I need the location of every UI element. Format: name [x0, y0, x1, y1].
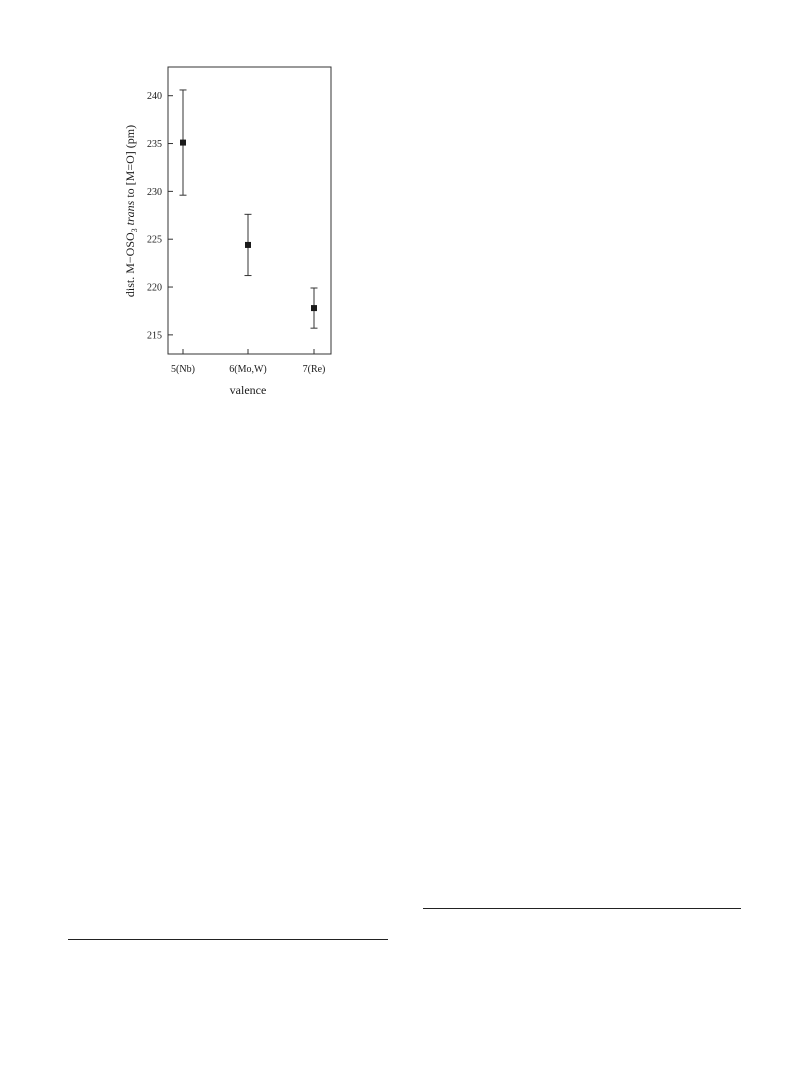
y-axis-title-italic: trans: [123, 200, 137, 226]
y-tick-label: 230: [147, 186, 162, 198]
x-tick-label: 6(Mo,W): [229, 364, 267, 375]
x-axis-ticks: [171, 349, 325, 375]
x-tick-label: 7(Re): [302, 364, 326, 375]
y-axis-ticks: [147, 91, 173, 341]
data-points: [180, 90, 318, 328]
y-axis-title: [123, 125, 139, 297]
y-tick-label: 235: [147, 139, 162, 151]
x-axis-title: valence: [229, 383, 267, 397]
y-axis-title-subscript: 3: [130, 228, 139, 233]
data-point-marker: [311, 305, 317, 311]
horizontal-rule-right: [423, 908, 741, 909]
x-tick-label: 5(Nb): [171, 364, 195, 375]
y-tick-label: 220: [147, 282, 162, 294]
y-tick-label: 240: [147, 91, 162, 103]
y-tick-label: 215: [147, 330, 162, 342]
y-tick-label: 225: [147, 234, 162, 246]
y-axis-title-prefix: dist. M−OSO: [123, 232, 137, 298]
data-point-marker: [245, 242, 251, 248]
data-point-marker: [180, 140, 186, 146]
horizontal-rule-left: [68, 939, 388, 940]
plot-frame: [168, 67, 331, 354]
y-axis-title-suffix: to [M=O] (pm): [123, 124, 137, 201]
